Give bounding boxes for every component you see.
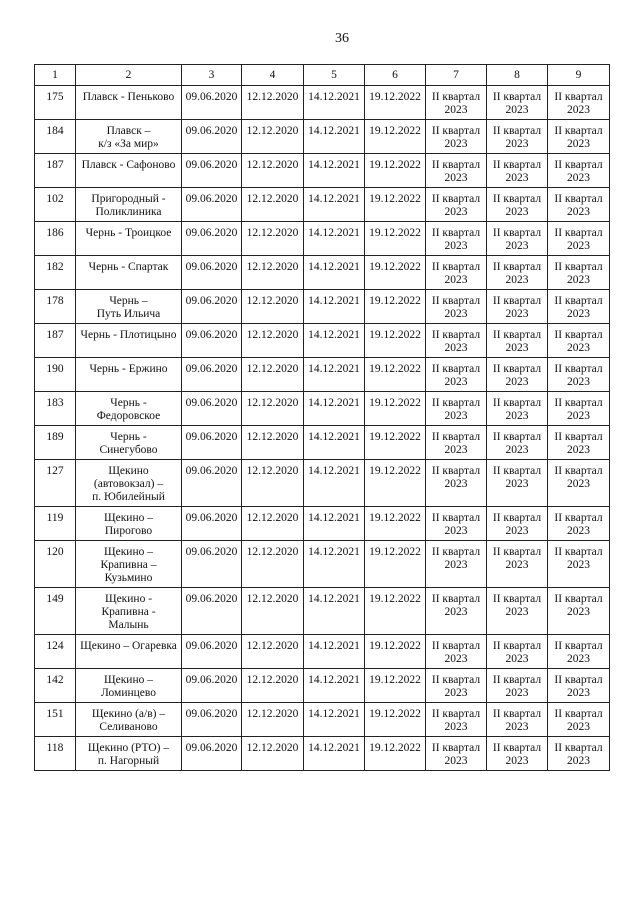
date-cell: 19.12.2022 <box>365 737 426 771</box>
route-number: 186 <box>35 222 76 256</box>
date-cell: 09.06.2020 <box>182 154 242 188</box>
quarter-cell: II квартал 2023 <box>426 541 487 588</box>
date-cell: 12.12.2020 <box>242 460 304 507</box>
route-number: 118 <box>35 737 76 771</box>
quarter-cell: II квартал 2023 <box>487 392 548 426</box>
route-name: Щекино (РТО) – п. Нагорный <box>76 737 182 771</box>
quarter-cell: II квартал 2023 <box>548 635 610 669</box>
route-name: Чернь – Путь Ильича <box>76 290 182 324</box>
quarter-cell: II квартал 2023 <box>548 222 610 256</box>
date-cell: 19.12.2022 <box>365 669 426 703</box>
quarter-cell: II квартал 2023 <box>487 426 548 460</box>
date-cell: 14.12.2021 <box>304 256 365 290</box>
quarter-cell: II квартал 2023 <box>548 737 610 771</box>
date-cell: 12.12.2020 <box>242 324 304 358</box>
route-name: Плавск - Пеньково <box>76 86 182 120</box>
route-name: Чернь - Федоровское <box>76 392 182 426</box>
date-cell: 19.12.2022 <box>365 460 426 507</box>
date-cell: 19.12.2022 <box>365 222 426 256</box>
quarter-cell: II квартал 2023 <box>426 154 487 188</box>
quarter-cell: II квартал 2023 <box>426 290 487 324</box>
route-name: Щекино – Огаревка <box>76 635 182 669</box>
date-cell: 12.12.2020 <box>242 635 304 669</box>
date-cell: 19.12.2022 <box>365 154 426 188</box>
date-cell: 12.12.2020 <box>242 588 304 635</box>
table-row <box>35 426 610 460</box>
date-cell: 19.12.2022 <box>365 86 426 120</box>
quarter-cell: II квартал 2023 <box>487 737 548 771</box>
route-number: 182 <box>35 256 76 290</box>
date-cell: 19.12.2022 <box>365 541 426 588</box>
quarter-cell: II квартал 2023 <box>548 256 610 290</box>
route-name: Щекино – Крапивна – Кузьмино <box>76 541 182 588</box>
date-cell: 14.12.2021 <box>304 635 365 669</box>
table-row <box>35 188 610 222</box>
date-cell: 14.12.2021 <box>304 541 365 588</box>
table-body <box>35 86 610 771</box>
header-cell: 5 <box>304 65 365 86</box>
route-number: 124 <box>35 635 76 669</box>
date-cell: 09.06.2020 <box>182 358 242 392</box>
date-cell: 12.12.2020 <box>242 86 304 120</box>
date-cell: 09.06.2020 <box>182 460 242 507</box>
date-cell: 14.12.2021 <box>304 290 365 324</box>
date-cell: 19.12.2022 <box>365 120 426 154</box>
quarter-cell: II квартал 2023 <box>487 86 548 120</box>
date-cell: 12.12.2020 <box>242 426 304 460</box>
quarter-cell: II квартал 2023 <box>487 324 548 358</box>
date-cell: 19.12.2022 <box>365 703 426 737</box>
quarter-cell: II квартал 2023 <box>487 358 548 392</box>
quarter-cell: II квартал 2023 <box>548 541 610 588</box>
date-cell: 09.06.2020 <box>182 392 242 426</box>
quarter-cell: II квартал 2023 <box>548 86 610 120</box>
date-cell: 12.12.2020 <box>242 290 304 324</box>
route-number: 184 <box>35 120 76 154</box>
date-cell: 14.12.2021 <box>304 120 365 154</box>
quarter-cell: II квартал 2023 <box>426 358 487 392</box>
header-cell: 4 <box>242 65 304 86</box>
date-cell: 09.06.2020 <box>182 635 242 669</box>
route-number: 102 <box>35 188 76 222</box>
quarter-cell: II квартал 2023 <box>426 635 487 669</box>
table-row <box>35 737 610 771</box>
date-cell: 14.12.2021 <box>304 460 365 507</box>
route-name: Пригородный - Поликлиника <box>76 188 182 222</box>
date-cell: 09.06.2020 <box>182 120 242 154</box>
table-row <box>35 669 610 703</box>
quarter-cell: II квартал 2023 <box>426 460 487 507</box>
date-cell: 09.06.2020 <box>182 588 242 635</box>
quarter-cell: II квартал 2023 <box>487 290 548 324</box>
quarter-cell: II квартал 2023 <box>487 154 548 188</box>
date-cell: 14.12.2021 <box>304 154 365 188</box>
date-cell: 14.12.2021 <box>304 324 365 358</box>
date-cell: 19.12.2022 <box>365 358 426 392</box>
table-header-row <box>35 65 610 86</box>
quarter-cell: II квартал 2023 <box>426 188 487 222</box>
date-cell: 12.12.2020 <box>242 737 304 771</box>
route-name: Чернь - Спартак <box>76 256 182 290</box>
quarter-cell: II квартал 2023 <box>426 222 487 256</box>
quarter-cell: II квартал 2023 <box>426 507 487 541</box>
quarter-cell: II квартал 2023 <box>548 154 610 188</box>
date-cell: 12.12.2020 <box>242 703 304 737</box>
date-cell: 14.12.2021 <box>304 588 365 635</box>
date-cell: 09.06.2020 <box>182 541 242 588</box>
date-cell: 19.12.2022 <box>365 290 426 324</box>
date-cell: 14.12.2021 <box>304 426 365 460</box>
quarter-cell: II квартал 2023 <box>548 669 610 703</box>
date-cell: 12.12.2020 <box>242 188 304 222</box>
date-cell: 09.06.2020 <box>182 222 242 256</box>
table-row <box>35 290 610 324</box>
quarter-cell: II квартал 2023 <box>487 222 548 256</box>
table-row <box>35 222 610 256</box>
quarter-cell: II квартал 2023 <box>548 460 610 507</box>
date-cell: 19.12.2022 <box>365 588 426 635</box>
table-row <box>35 154 610 188</box>
table-row <box>35 588 610 635</box>
quarter-cell: II квартал 2023 <box>487 460 548 507</box>
quarter-cell: II квартал 2023 <box>487 507 548 541</box>
route-number: 178 <box>35 290 76 324</box>
date-cell: 09.06.2020 <box>182 86 242 120</box>
date-cell: 14.12.2021 <box>304 358 365 392</box>
table-row <box>35 541 610 588</box>
quarter-cell: II квартал 2023 <box>548 703 610 737</box>
table-row <box>35 392 610 426</box>
date-cell: 09.06.2020 <box>182 324 242 358</box>
quarter-cell: II квартал 2023 <box>548 426 610 460</box>
date-cell: 09.06.2020 <box>182 188 242 222</box>
quarter-cell: II квартал 2023 <box>548 392 610 426</box>
date-cell: 14.12.2021 <box>304 737 365 771</box>
quarter-cell: II квартал 2023 <box>426 669 487 703</box>
date-cell: 14.12.2021 <box>304 392 365 426</box>
date-cell: 09.06.2020 <box>182 703 242 737</box>
quarter-cell: II квартал 2023 <box>487 256 548 290</box>
route-name: Щекино – Пирогово <box>76 507 182 541</box>
route-number: 127 <box>35 460 76 507</box>
quarter-cell: II квартал 2023 <box>548 188 610 222</box>
quarter-cell: II квартал 2023 <box>487 588 548 635</box>
route-number: 151 <box>35 703 76 737</box>
quarter-cell: II квартал 2023 <box>426 703 487 737</box>
schedule-table <box>34 64 610 771</box>
quarter-cell: II квартал 2023 <box>487 188 548 222</box>
date-cell: 09.06.2020 <box>182 669 242 703</box>
table-row <box>35 460 610 507</box>
date-cell: 12.12.2020 <box>242 541 304 588</box>
route-number: 142 <box>35 669 76 703</box>
route-name: Чернь - Плотицыно <box>76 324 182 358</box>
quarter-cell: II квартал 2023 <box>426 588 487 635</box>
quarter-cell: II квартал 2023 <box>548 358 610 392</box>
header-cell: 1 <box>35 65 76 86</box>
quarter-cell: II квартал 2023 <box>548 120 610 154</box>
table-row <box>35 120 610 154</box>
date-cell: 12.12.2020 <box>242 120 304 154</box>
route-name: Плавск – к/з «За мир» <box>76 120 182 154</box>
date-cell: 12.12.2020 <box>242 222 304 256</box>
quarter-cell: II квартал 2023 <box>548 290 610 324</box>
route-number: 183 <box>35 392 76 426</box>
date-cell: 14.12.2021 <box>304 188 365 222</box>
quarter-cell: II квартал 2023 <box>487 703 548 737</box>
route-number: 119 <box>35 507 76 541</box>
date-cell: 19.12.2022 <box>365 324 426 358</box>
date-cell: 14.12.2021 <box>304 669 365 703</box>
route-number: 190 <box>35 358 76 392</box>
date-cell: 12.12.2020 <box>242 358 304 392</box>
date-cell: 09.06.2020 <box>182 737 242 771</box>
quarter-cell: II квартал 2023 <box>426 324 487 358</box>
date-cell: 12.12.2020 <box>242 392 304 426</box>
header-cell: 8 <box>487 65 548 86</box>
route-name: Чернь - Троицкое <box>76 222 182 256</box>
quarter-cell: II квартал 2023 <box>426 120 487 154</box>
route-number: 189 <box>35 426 76 460</box>
header-cell: 2 <box>76 65 182 86</box>
date-cell: 14.12.2021 <box>304 86 365 120</box>
date-cell: 19.12.2022 <box>365 507 426 541</box>
date-cell: 12.12.2020 <box>242 507 304 541</box>
table-row <box>35 703 610 737</box>
route-name: Щекино – Ломинцево <box>76 669 182 703</box>
route-name: Щекино - Крапивна - Малынь <box>76 588 182 635</box>
table-row <box>35 324 610 358</box>
route-name: Плавск - Сафоново <box>76 154 182 188</box>
date-cell: 19.12.2022 <box>365 635 426 669</box>
table-row <box>35 256 610 290</box>
date-cell: 19.12.2022 <box>365 426 426 460</box>
route-name: Чернь - Синегубово <box>76 426 182 460</box>
quarter-cell: II квартал 2023 <box>426 737 487 771</box>
date-cell: 12.12.2020 <box>242 256 304 290</box>
route-number: 175 <box>35 86 76 120</box>
date-cell: 09.06.2020 <box>182 256 242 290</box>
date-cell: 14.12.2021 <box>304 507 365 541</box>
date-cell: 09.06.2020 <box>182 507 242 541</box>
route-number: 187 <box>35 324 76 358</box>
date-cell: 19.12.2022 <box>365 256 426 290</box>
quarter-cell: II квартал 2023 <box>426 86 487 120</box>
route-name: Щекино (автовокзал) – п. Юбилейный <box>76 460 182 507</box>
quarter-cell: II квартал 2023 <box>426 426 487 460</box>
quarter-cell: II квартал 2023 <box>426 392 487 426</box>
quarter-cell: II квартал 2023 <box>548 324 610 358</box>
route-number: 149 <box>35 588 76 635</box>
date-cell: 09.06.2020 <box>182 426 242 460</box>
quarter-cell: II квартал 2023 <box>426 256 487 290</box>
date-cell: 19.12.2022 <box>365 392 426 426</box>
date-cell: 12.12.2020 <box>242 154 304 188</box>
quarter-cell: II квартал 2023 <box>487 669 548 703</box>
route-name: Щекино (а/в) – Селиваново <box>76 703 182 737</box>
quarter-cell: II квартал 2023 <box>487 120 548 154</box>
quarter-cell: II квартал 2023 <box>487 635 548 669</box>
table-row <box>35 507 610 541</box>
page-number: 36 <box>335 31 349 46</box>
date-cell: 09.06.2020 <box>182 290 242 324</box>
route-number: 120 <box>35 541 76 588</box>
table-row <box>35 86 610 120</box>
header-cell: 6 <box>365 65 426 86</box>
header-cell: 7 <box>426 65 487 86</box>
route-name: Чернь - Ержино <box>76 358 182 392</box>
quarter-cell: II квартал 2023 <box>548 588 610 635</box>
quarter-cell: II квартал 2023 <box>487 541 548 588</box>
table-row <box>35 635 610 669</box>
header-cell: 9 <box>548 65 610 86</box>
date-cell: 14.12.2021 <box>304 222 365 256</box>
date-cell: 12.12.2020 <box>242 669 304 703</box>
header-cell: 3 <box>182 65 242 86</box>
table-row <box>35 358 610 392</box>
route-number: 187 <box>35 154 76 188</box>
quarter-cell: II квартал 2023 <box>548 507 610 541</box>
date-cell: 14.12.2021 <box>304 703 365 737</box>
date-cell: 19.12.2022 <box>365 188 426 222</box>
